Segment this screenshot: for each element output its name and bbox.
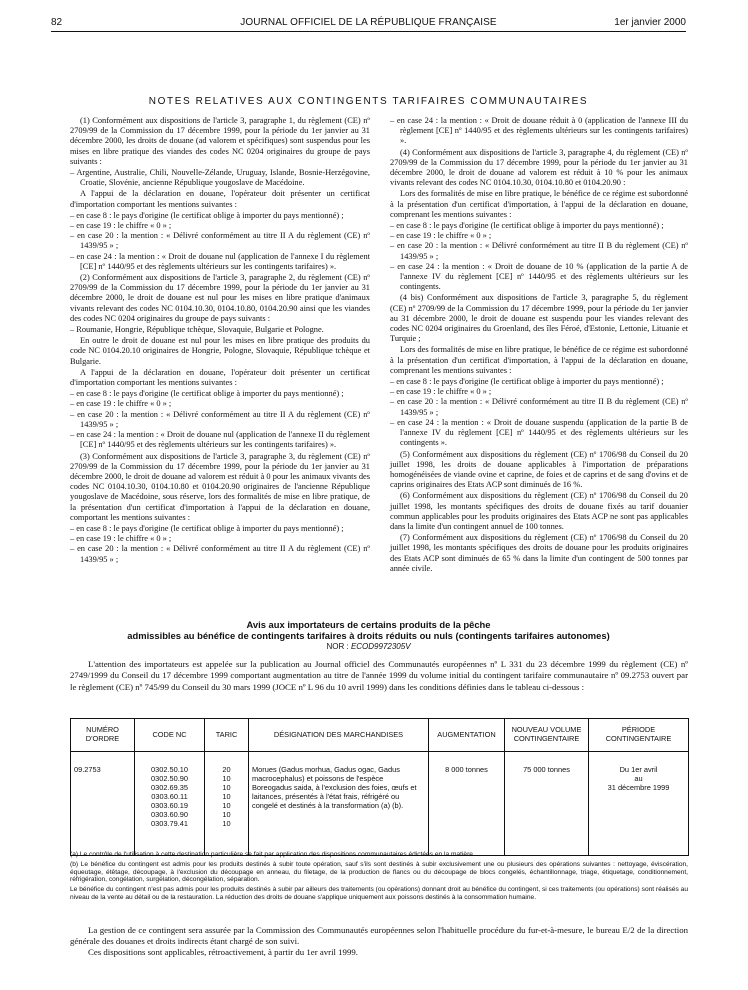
note-4bis-mentions-list: [390, 377, 688, 448]
cell-nouveau-volume: 75 000 tonnes: [505, 752, 589, 856]
list-item: – en case 8 : le pays d'origine (le certificat oblige à importer du pays mentionné) ;: [390, 377, 688, 387]
footnote-c: Le bénéfice du contingent n'est pas admis pour les produits destinés à subir par ailleurs des traitements (ou opérations) donnant droit au bénéfice du contingent, si ces traitements (ou opérations) sont réalisés au niveau de la vente au détail ou de la restauration. La réduction des droits de douane s'applique uniquement aux poissons destinés à la consommation humaine.: [70, 886, 688, 901]
note-4-certificate-paragraph: Lors des formalités de mise en libre pratique, le bénéfice de ce régime est subordonné à la présentation d'un certificat d'importation, à l'appui de la déclaration en douane, comprenant les mentions suivantes :: [390, 189, 688, 219]
cell-periode: [589, 752, 689, 856]
note-2-paragraph: (2) Conformément aux dispositions de l'article 3, paragraphe 2, du règlement (CE) nº 2709/99 de la Commission du 17 décembre 1999, pour la période du 1er janvier au 31 décembre 2000, le droit de douane est nul pour les mises en libre pratique d'animaux vivants relevant des codes NC 0104.10.30, 0104.10.80, 0104.20.90 ainsi que les viandes des codes NC 0204 originaires du groupe de pays suivants :: [70, 273, 370, 323]
list-item: – en case 8 : le pays d'origine (le certificat oblige à importer du pays mentionné) ;: [70, 211, 370, 221]
note-4-mentions-list: [390, 221, 688, 292]
header-nouveau-volume: NOUVEAU VOLUME CONTINGENTAIRE: [505, 719, 589, 752]
page-number: 82: [51, 17, 63, 28]
note-4bis-certificate-paragraph: Lors des formalités de mise en libre pratique, le bénéfice de ce régime est subordonné à la présentation d'un certificat d'importation, à l'appui de la déclaration en douane, comprenant les mentions suivantes :: [390, 345, 688, 375]
quota-table: [70, 718, 689, 856]
cell-line: 31 décembre 1999: [607, 783, 670, 792]
list-item: – en case 20 : la mention : « Délivré conformément au titre II A du règlement (CE) nº 1439/95 » ;: [70, 410, 370, 430]
note-3-mentions-list: [70, 524, 370, 565]
cell-taric: [205, 752, 249, 856]
header-periode: PÉRIODE CONTINGENTAIRE: [589, 719, 689, 752]
cell-line: 0303.79.41: [151, 819, 188, 828]
cell-line: 0303.60.90: [151, 810, 188, 819]
cell-line: 10: [222, 810, 231, 819]
list-item: – en case 24 : la mention : « Droit de douane suspendu (application de la partie B de l'annexe IV du règlement [CE] nº 1440/95 et des règlements ultérieurs sur les contingents ».: [390, 418, 688, 449]
cell-codes: [135, 752, 205, 856]
nor-label: NOR :: [326, 642, 349, 651]
footnote-a: (a) Le contrôle de l'utilisation à cette destination particulière se fait par application des dispositions communautaires édictées en la matière.: [70, 851, 475, 858]
cell-line: au: [634, 774, 643, 783]
list-item: – en case 8 : le pays d'origine (le certificat oblige à importer du pays mentionné) ;: [70, 524, 370, 534]
list-item: – en case 20 : la mention : « Délivré conformément au titre II B du règlement (CE) nº 1439/95 » ;: [390, 397, 688, 417]
header-numero: NUMÉRO D'ORDRE: [71, 719, 135, 752]
list-item: – en case 20 : la mention : « Délivré conformément au titre II A du règlement (CE) nº 1439/95 » ;: [70, 231, 370, 251]
cell-line: 10: [222, 801, 231, 810]
list-item: – Argentine, Australie, Chili, Nouvelle-Zélande, Uruguay, Islande, Bosnie-Herzégovine, Croatie, Slovénie, ancienne République yougoslave de Macédoine.: [70, 168, 370, 188]
notes-section-title: NOTES RELATIVES AUX CONTINGENTS TARIFAIRES COMMUNAUTAIRES: [148, 96, 589, 107]
cell-line: 10: [222, 774, 231, 783]
note-3-mentions-continued: [390, 116, 688, 147]
list-item: – en case 19 : le chiffre « 0 » ;: [70, 399, 370, 409]
note-2-mentions-list: [70, 389, 370, 450]
note-7-paragraph: (7) Conformément aux dispositions du règlement (CE) nº 1706/98 du Conseil du 20 juillet 1998, les montants spécifiques des droits de douane pour les produits originaires des Etats ACP sont diminués de 65 % dans la limite d'un contingent de 500 tonnes par année civile.: [390, 533, 688, 573]
list-item: – Roumanie, Hongrie, République tchèque, Slovaquie, Bulgarie et Pologne.: [70, 325, 370, 335]
note-1-country-list: [70, 168, 370, 188]
note-4bis-paragraph: (4 bis) Conformément aux dispositions de l'article 3, paragraphe 5, du règlement (CE) nº 2709/99 de la Commission du 17 décembre 1999, pour la période du 1er janvier au 31 décembre 2000, le droit de douane est suspendu pour les viandes relevant des codes NC 0204 originaires du Groenland, des îles Féroé, d'Estonie, Lettonie, Lituanie et Turquie ;: [390, 293, 688, 344]
page-header: [51, 17, 686, 32]
list-item: – en case 8 : le pays d'origine (le certificat oblige à importer du pays mentionné) ;: [70, 389, 370, 399]
list-item: – en case 24 : la mention : « Droit de douane nul (application de l'annexe II du règlement [CE] nº 1440/95 et des règlements ultérieurs sur les contingents tarifaires) ».: [70, 430, 370, 450]
list-item: – en case 24 : la mention : « Droit de douane réduit à 0 (application de l'annexe III du règlement [CE] nº 1440/95 et des règlements ultérieurs sur les contingents tarifaires) ».: [390, 116, 688, 147]
list-item: – en case 8 : le pays d'origine (le certificat oblige à importer du pays mentionné) ;: [390, 221, 688, 231]
list-item: – en case 24 : la mention : « Droit de douane de 10 % (application de la partie A de l'annexe IV du règlement [CE] nº 1440/95 et des règlements ultérieurs sur les contingents.: [390, 262, 688, 293]
cell-line: 0303.60.11: [151, 792, 188, 801]
closing-paragraph-1: La gestion de ce contingent sera assurée par la Commission des Communautés européennes selon l'habituelle procédure du fur-et-à-mesure, le bureau E/2 de la direction générale des douanes et droits indirects étant chargé de son suivi.: [70, 925, 688, 947]
closing-text: [70, 925, 688, 959]
cell-line: 0302.50.10: [151, 765, 188, 774]
issue-date: 1er janvier 2000: [614, 17, 686, 28]
table-row: [71, 752, 689, 856]
table-footnotes: [70, 851, 688, 904]
header-designation: DÉSIGNATION DES MARCHANDISES: [249, 719, 429, 752]
cell-line: 0303.60.19: [151, 801, 188, 810]
note-2-country-list: [70, 325, 370, 335]
cell-designation: Morues (Gadus morhua, Gadus ogac, Gadus macrocephalus) et poissons de l'espèce Boreogadus saida, à l'exclusion des foies, œufs et laitances, présentés à l'état frais, réfrigéré ou congelé et destinés à la transformation (a) (b).: [249, 752, 429, 856]
avis-title-line-2: admissibles au bénéfice de contingents tarifaires à droits réduits ou nuls (contingents tarifaires autonomes): [127, 630, 610, 641]
note-6-paragraph: (6) Conformément aux dispositions du règlement (CE) nº 1706/98 du Conseil du 20 juillet 1998, les montants spécifiques des droits de douane fixés au tarif douanier commun applicables pour les produits originaires des Etats ACP ne sont pas applicables dans la limite d'un contingent annuel de 100 tonnes.: [390, 491, 688, 531]
list-item: – en case 19 : le chiffre « 0 » ;: [390, 231, 688, 241]
list-item: – en case 20 : la mention : « Délivré conformément au titre II B du règlement (CE) nº 1439/95 » ;: [390, 241, 688, 261]
cell-line: Du 1er avril: [619, 765, 658, 774]
note-5-paragraph: (5) Conformément aux dispositions du règlement (CE) nº 1706/98 du Conseil du 20 juillet 1998, les droits de douane applicables à l'importation de préparations homogénéisées de viande ovine et caprine, de foies et de caprins et de sang d'ovins et de caprins originaires des Etats ACP sont diminués de 16 %.: [390, 449, 688, 490]
nor-code: ECOD9972305V: [350, 642, 411, 651]
cell-line: 10: [222, 792, 231, 801]
note-1-mentions-list: [70, 211, 370, 272]
header-taric: TARIC: [205, 719, 249, 752]
avis-title-line-1: Avis aux importateurs de certains produits de la pêche: [246, 619, 491, 630]
left-column: [70, 116, 370, 566]
cell-line: 0302.50.90: [151, 774, 188, 783]
cell-line: 10: [222, 783, 231, 792]
note-2-extra-paragraph: En outre le droit de douane est nul pour les mises en libre pratique des produits du code NC 0104.20.10 originaires de Hongrie, Pologne, Slovaquie, République tchèque et Bulgarie.: [70, 336, 370, 366]
journal-title: JOURNAL OFFICIEL DE LA RÉPUBLIQUE FRANÇAISE: [240, 17, 497, 28]
cell-line: 10: [222, 819, 231, 828]
cell-line: 20: [222, 765, 231, 774]
header-code-nc: CODE NC: [135, 719, 205, 752]
list-item: – en case 19 : le chiffre « 0 » ;: [390, 387, 688, 397]
avis-intro-paragraph: L'attention des importateurs est appelée sur la publication au Journal officiel des Communautés européennes nº L 331 du 23 décembre 1999 du règlement (CE) nº 2749/1999 du Conseil du 17 décembre 1999 comportant augmentation au titre de l'année 1999 du volume initial du contingent tarifaire communautaire nº 09.2753 ouvert par le règlement (CE) nº 745/99 du Conseil du 30 mars 1999 (JOCE nº L 96 du 10 avril 1999) dans les conditions définies dans le tableau ci-dessous :: [70, 659, 688, 692]
quota-table-header-row: [71, 719, 689, 752]
note-1-paragraph: (1) Conformément aux dispositions de l'article 3, paragraphe 1, du règlement (CE) nº 2709/99 de la Commission du 17 décembre 1999, pour la période du 1er janvier au 31 décembre 2000, les droits de douane (ad valorem et spécifiques) sont suspendus pour les mises en libre pratique des viandes des codes NC 0204 originaires du groupe de pays suivants :: [70, 116, 370, 166]
nor-reference: [51, 642, 686, 651]
note-1-certificate-paragraph: A l'appui de la déclaration en douane, l'opérateur doit présenter un certificat d'importation comportant les mentions suivantes :: [70, 189, 370, 209]
note-2-certificate-paragraph: A l'appui de la déclaration en douane, l'opérateur doit présenter un certificat d'importation comportant les mentions suivantes :: [70, 367, 370, 388]
footnote-b: (b) Le bénéfice du contingent est admis pour les produits destinés à subir toute opération, sauf s'ils sont destinés à subir exclusivement une ou plusieurs des opérations suivantes : nettoyage, éviscération, équeutage, étêtage, découpage, à l'exclusion du découpage en anneau, du filetage, de la production de flancs ou du découpage de blocs congelés, échantillonnage, triage, étiquetage, conditionnement, réfrigération, congélation, surgélation, décongélation, séparation.: [70, 860, 688, 884]
avis-intro: [70, 659, 688, 693]
cell-augmentation: 8 000 tonnes: [429, 752, 505, 856]
note-3-paragraph: (3) Conformément aux dispositions de l'article 3, paragraphe 3, du règlement (CE) nº 2709/99 de la Commission du 17 décembre 1999, pour la période du 1er janvier au 31 décembre 2000, le droit de douane ad valorem est réduit à 0 pour les animaux vivants des codes NC 0104.10.30, 0104.10.80 et 0104.20.90 originaires de l'ancienne République yougoslave de Macédoine, sous réserve, lors des formalités de mise en libre pratique, de la présentation d'un certificat d'importation à l'appui de la déclaration en douane, comportant les mentions suivantes :: [70, 451, 370, 522]
cell-numero: 09.2753: [71, 752, 135, 856]
list-item: – en case 24 : la mention : « Droit de douane nul (application de l'annexe I du règlement [CE] nº 1440/95 et des règlements ultérieurs sur les contingents tarifaires) ».: [70, 252, 370, 272]
list-item: – en case 19 : le chiffre « 0 » ;: [70, 221, 370, 231]
closing-paragraph-2: Ces dispositions sont applicables, rétroactivement, à partir du 1er avril 1999.: [88, 947, 358, 958]
cell-line: 0302.69.35: [151, 783, 188, 792]
avis-title: [51, 619, 686, 641]
right-column: [390, 116, 688, 575]
list-item: – en case 20 : la mention : « Délivré conformément au titre II A du règlement (CE) nº 1439/95 » ;: [70, 544, 370, 564]
list-item: – en case 19 : le chiffre « 0 » ;: [70, 534, 370, 544]
header-augmentation: AUGMENTATION: [429, 719, 505, 752]
note-4-paragraph: (4) Conformément aux dispositions de l'article 3, paragraphe 4, du règlement (CE) nº 2709/99 de la Commission du 17 décembre 1999, pour la période du 1er janvier au 31 décembre 2000, le droit de douane ad valorem est réduit à 10 % pour les animaux vivants relevant des codes NC 0104.10.30, 0104.10.80 et 0104.20.90 :: [390, 147, 688, 188]
